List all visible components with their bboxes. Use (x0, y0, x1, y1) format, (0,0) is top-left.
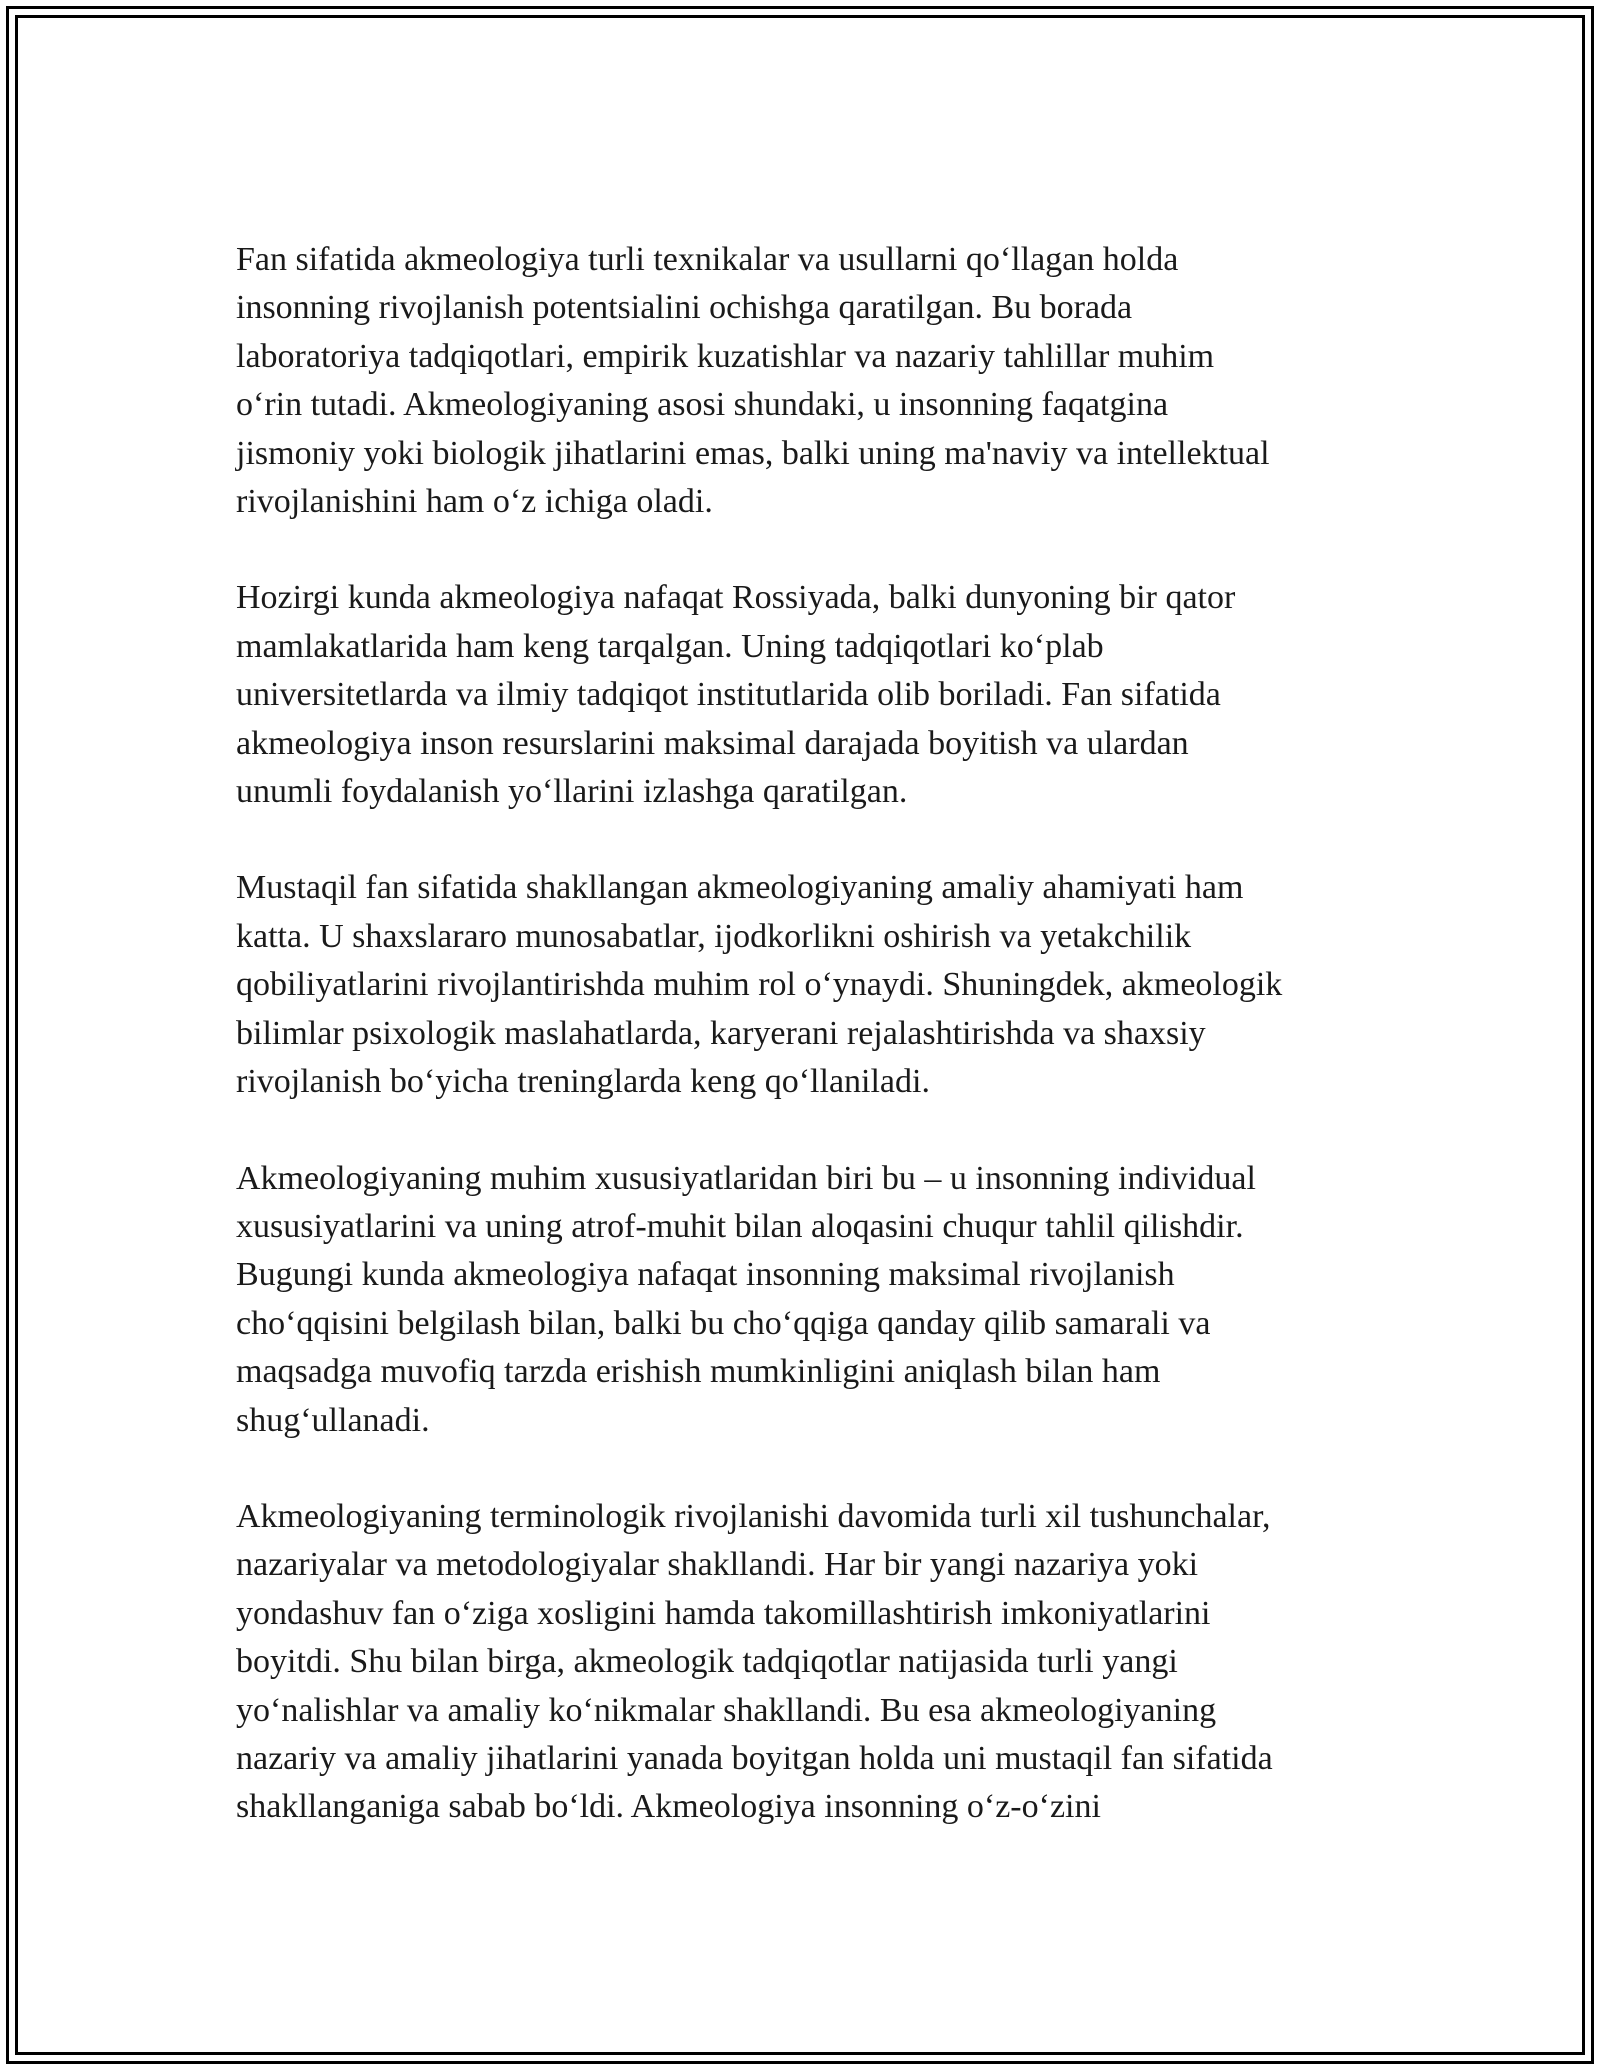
document-body (236, 236, 1376, 1880)
paragraph-4: Akmeologiyaning muhim xususiyatlaridan biri bu – u insonning individual xususiyatlarini va uning atrof-muhit bilan aloqasini chuqur tahlil qilishdir. Bugungi kunda akmeologiya nafaqat insonning maksimal rivojlanish cho‘qqisini belgilash bilan, balki bu cho‘qqiga qanday qilib samarali va maqsadga muvofiq tarzda erishish mumkinligini aniqlash bilan ham shug‘ullanadi. (236, 1159, 1256, 1439)
paragraph-2: Hozirgi kunda akmeologiya nafaqat Rossiyada, balki dunyoning bir qator mamlakatlarida ham keng tarqalgan. Uning tadqiqotlari ko‘plab universitetlarda va ilmiy tadqiqot institutlarida olib boriladi. Fan sifatida akmeologiya inson resurslarini maksimal darajada boyitish va ulardan unumli foydalanish yo‘llarini izlashga qaratilgan. (236, 579, 1236, 811)
paragraph-3: Mustaqil fan sifatida shakllangan akmeologiyaning amaliy ahamiyati ham katta. U shaxslararo munosabatlar, ijodkorlikni oshirish va yetakchilik qobiliyatlarini rivojlantirishda muhim rol o‘ynaydi. Shuningdek, akmeologik bilimlar psixologik maslahatlarda, karyerani rejalashtirishda va shaxsiy rivojlanish bo‘yicha treninglarda keng qo‘llaniladi. (236, 869, 1283, 1101)
paragraph-1: Fan sifatida akmeologiya turli texnikalar va usullarni qo‘llagan holda insonning rivojlanish potentsialini ochishga qaratilgan. Bu borada laboratoriya tadqiqotlari, empirik kuzatishlar va nazariy tahlillar muhim o‘rin tutadi. Akmeologiyaning asosi shundaki, u insonning faqatgina jismoniy yoki biologik jihatlarini emas, balki uning ma'naviy va intellektual rivojlanishini ham o‘z ichiga oladi. (236, 241, 1270, 521)
paragraph-5: Akmeologiyaning terminologik rivojlanishi davomida turli xil tushunchalar, nazariyalar va metodologiyalar shakllandi. Har bir yangi nazariya yoki yondashuv fan o‘ziga xosligini hamda takomillashtirish imkoniyatlarini boyitdi. Shu bilan birga, akmeologik tadqiqotlar natijasida turli yangi yo‘nalishlar va amaliy ko‘nikmalar shakllandi. Bu esa akmeologiyaning nazariy va amaliy jihatlarini yanada boyitgan holda uni mustaqil fan sifatida shakllanganiga sabab bo‘ldi. Akmeologiya insonning o‘z-o‘zini (236, 1497, 1273, 1826)
